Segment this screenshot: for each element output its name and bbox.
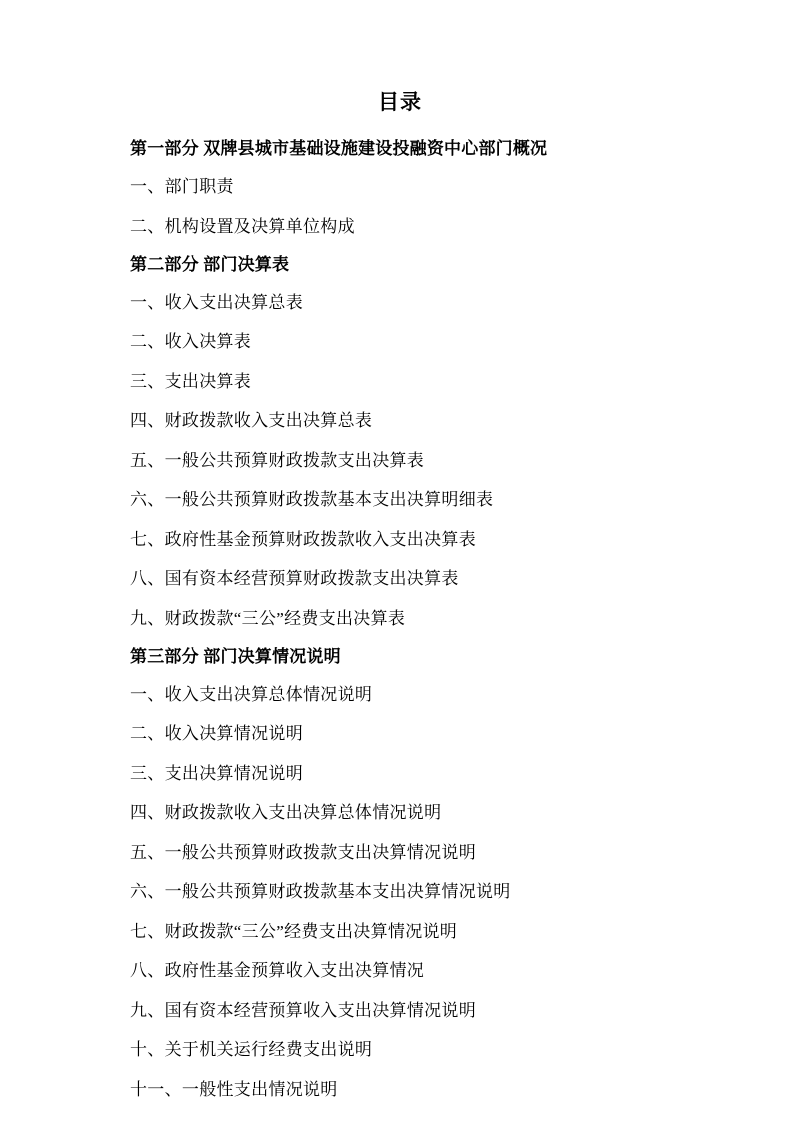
toc-entry: 十、关于机关运行经费支出说明: [130, 1040, 373, 1060]
toc-entry: 三、支出决算情况说明: [130, 763, 303, 783]
toc-part-3: [130, 645, 670, 1102]
toc-entry: 五、一般公共预算财政拨款支出决算情况说明: [130, 842, 476, 862]
toc-entry: 七、政府性基金预算财政拨款收入支出决算表: [130, 529, 476, 549]
toc-entry: 一、收入支出决算总体情况说明: [130, 684, 373, 704]
toc-entry: 七、财政拨款“三公”经费支出决算情况说明: [130, 921, 458, 941]
toc-entry: 六、一般公共预算财政拨款基本支出决算明细表: [130, 490, 494, 510]
toc-part-2: [130, 253, 670, 631]
toc-entry: 二、机构设置及决算单位构成: [130, 216, 355, 236]
toc-part-heading: 第一部分 双牌县城市基础设施建设投融资中心部门概况: [130, 139, 548, 159]
toc-entry: 一、收入支出决算总表: [130, 292, 303, 312]
toc-entry: 九、国有资本经营预算收入支出决算情况说明: [130, 1000, 476, 1020]
toc-entry: 六、一般公共预算财政拨款基本支出决算情况说明: [130, 882, 511, 902]
toc-entry: 一、部门职责: [130, 177, 234, 197]
toc-entry: 五、一般公共预算财政拨款支出决算表: [130, 450, 425, 470]
toc-entry: 四、财政拨款收入支出决算总体情况说明: [130, 803, 442, 823]
toc-entry: 二、收入决算表: [130, 332, 252, 352]
toc-entry: 八、国有资本经营预算财政拨款支出决算表: [130, 569, 459, 589]
toc-entry: 四、财政拨款收入支出决算总表: [130, 411, 373, 431]
table-of-contents: [130, 88, 670, 1116]
toc-entry: 二、收入决算情况说明: [130, 724, 303, 744]
toc-entry: 十一、一般性支出情况说明: [130, 1079, 338, 1099]
toc-entry: 八、政府性基金预算收入支出决算情况: [130, 961, 425, 981]
toc-entry: 三、支出决算表: [130, 371, 252, 391]
page-title: 目录: [378, 90, 422, 114]
toc-part-heading: 第二部分 部门决算表: [130, 255, 290, 275]
toc-part-1: [130, 137, 670, 239]
toc-entry: 九、财政拨款“三公”经费支出决算表: [130, 608, 406, 628]
toc-part-heading: 第三部分 部门决算情况说明: [130, 647, 341, 667]
